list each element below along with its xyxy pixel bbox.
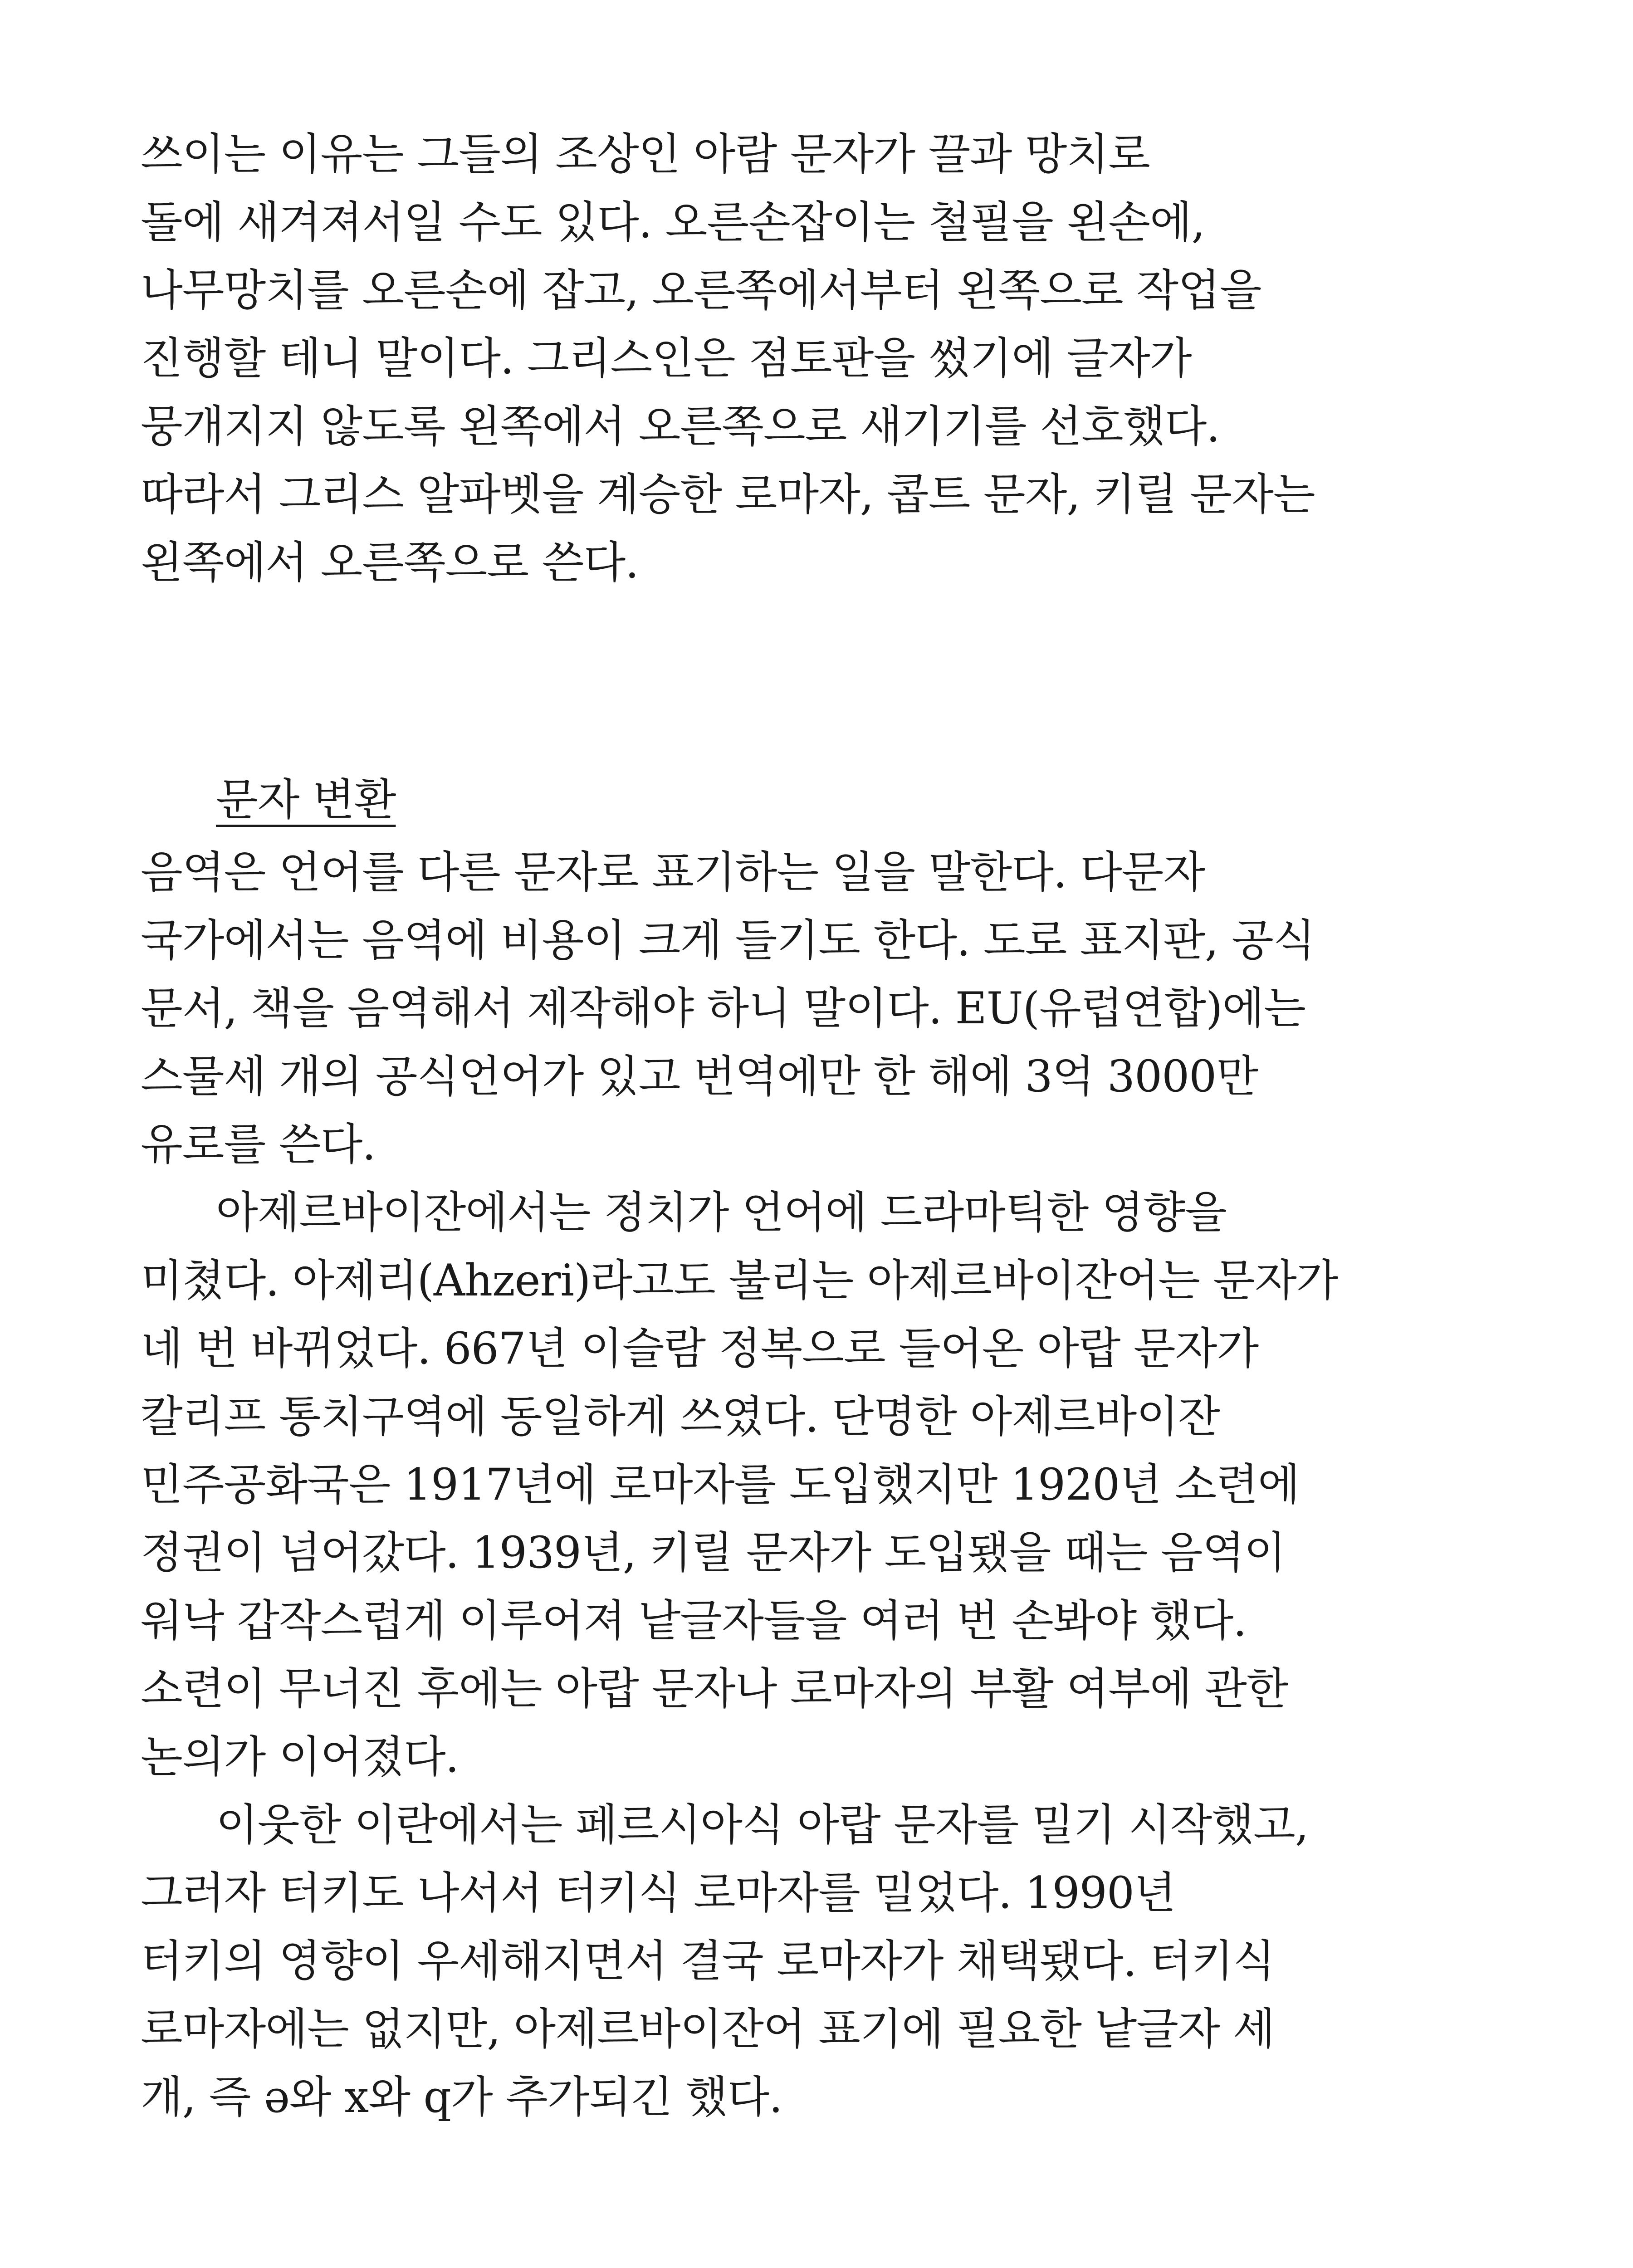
section-body	[141, 838, 1447, 2131]
text-line: 미쳤다. 아제리(Ahzeri)라고도 불리는 아제르바이잔어는 문자가	[141, 1255, 1338, 1306]
text-line: 그러자 터키도 나서서 터키식 로마자를 밀었다. 1990년	[141, 1867, 1176, 1918]
text-line: 소련이 무너진 후에는 아랍 문자나 로마자의 부활 여부에 관한	[141, 1663, 1288, 1714]
text-line: 왼쪽에서 오른쪽으로 쓴다.	[141, 537, 639, 588]
text-line: 아제르바이잔에서는 정치가 언어에 드라마틱한 영향을	[216, 1187, 1227, 1238]
text-line: 네 번 바뀌었다. 667년 이슬람 정복으로 들어온 아랍 문자가	[141, 1323, 1259, 1374]
text-line: 스물세 개의 공식언어가 있고 번역에만 한 해에 3억 3000만	[141, 1051, 1258, 1102]
text-line: 국가에서는 음역에 비용이 크게 들기도 한다. 도로 표지판, 공식	[141, 915, 1315, 966]
text-line: 정권이 넘어갔다. 1939년, 키릴 문자가 도입됐을 때는 음역이	[141, 1527, 1286, 1578]
text-line: 음역은 언어를 다른 문자로 표기하는 일을 말한다. 다문자	[141, 847, 1205, 898]
text-line: 쓰이는 이유는 그들의 조상인 아람 문자가 끌과 망치로	[141, 129, 1150, 180]
text-line: 나무망치를 오른손에 잡고, 오른쪽에서부터 왼쪽으로 작업을	[141, 265, 1261, 316]
text-line: 터키의 영향이 우세해지면서 결국 로마자가 채택됐다. 터키식	[141, 1936, 1275, 1986]
continued-paragraph	[141, 120, 1447, 596]
text-line: 돌에 새겨져서일 수도 있다. 오른손잡이는 철필을 왼손에,	[141, 197, 1205, 248]
text-line: 이웃한 이란에서는 페르시아식 아랍 문자를 밀기 시작했고,	[216, 1799, 1309, 1850]
paragraph-transliteration	[141, 838, 1447, 1178]
text-line: 뭉개지지 않도록 왼쪽에서 오른쪽으로 새기기를 선호했다.	[141, 401, 1220, 452]
section-heading-text: 문자 변환	[216, 774, 396, 825]
paragraph-iran-turkey	[141, 1791, 1447, 2131]
text-line: 진행할 테니 말이다. 그리스인은 점토판을 썼기에 글자가	[141, 333, 1192, 384]
paragraph-azerbaijan	[141, 1178, 1447, 1791]
text-line: 유로를 쓴다.	[141, 1119, 376, 1170]
text-line: 논의가 이어졌다.	[141, 1731, 459, 1782]
text-line: 개, 즉 ə와 x와 q가 추가되긴 했다.	[141, 2072, 782, 2122]
text-line: 워낙 갑작스럽게 이루어져 낱글자들을 여러 번 손봐야 했다.	[141, 1595, 1247, 1646]
section-heading	[216, 766, 396, 834]
text-line: 따라서 그리스 알파벳을 계승한 로마자, 콥트 문자, 키릴 문자는	[141, 469, 1315, 520]
text-line: 문서, 책을 음역해서 제작해야 하니 말이다. EU(유럽연합)에는	[141, 983, 1305, 1034]
text-line: 로마자에는 없지만, 아제르바이잔어 표기에 필요한 낱글자 세	[141, 2004, 1275, 2054]
text-line: 칼리프 통치구역에 동일하게 쓰였다. 단명한 아제르바이잔	[141, 1391, 1220, 1442]
text-line: 민주공화국은 1917년에 로마자를 도입했지만 1920년 소련에	[141, 1459, 1300, 1510]
